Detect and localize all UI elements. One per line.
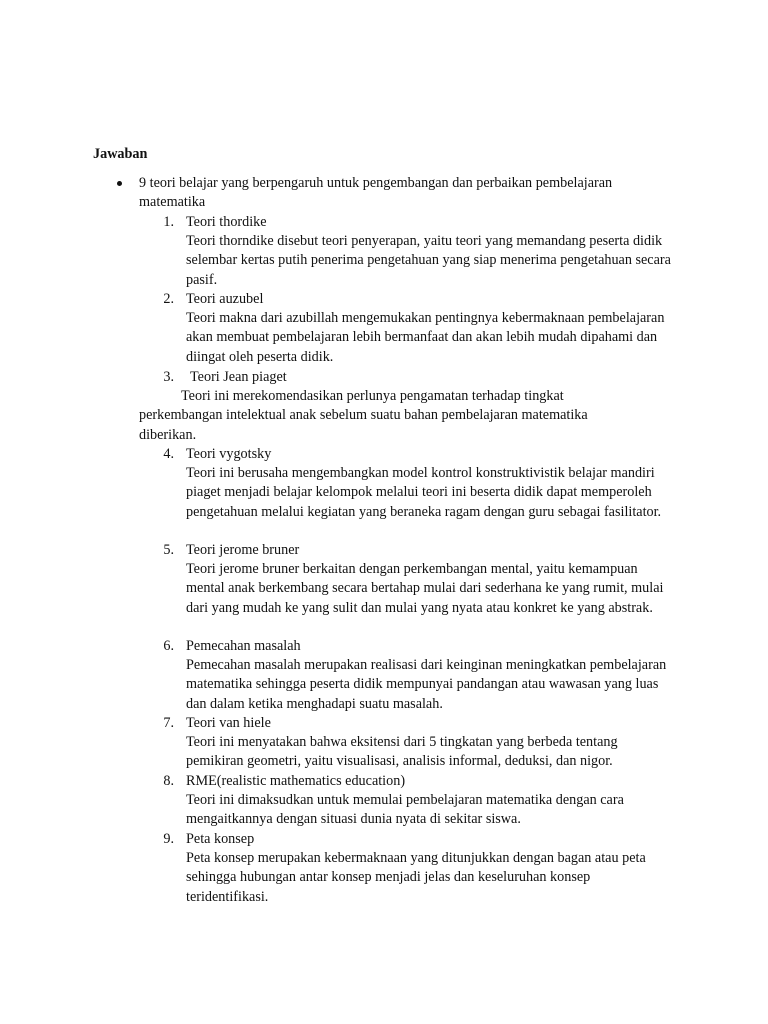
bullet-text: 9 teori belajar yang berpengaruh untuk pengembangan dan perbaikan pembelajaran matematika [139,175,613,211]
bullet-icon [117,181,122,186]
list-item-number: 9. [163,831,174,847]
list-item-number: 6. [163,638,174,654]
list-item-number: 3. [163,369,174,385]
list-item-title: Teori vygotsky [186,446,272,462]
list-item-body: Teori ini berusaha mengembangkan model kontrol konstruktivistik belajar mandiri piaget menjadi belajar kelompok melalui teori ini beserta didik dapat memperoleh pengetahuan melalui kegiatan yang beraneka ragam dengan guru sebagai fasilitator. [186,465,662,520]
list-item-title: Teori Jean piaget [190,369,287,385]
list-item-body: Pemecahan masalah merupakan realisasi dari keinginan meningkatkan pembelajaran matematika sehingga peserta didik mempunyai pandangan atau wawasan yang luas dan dalam ketika menghadapi suatu masalah. [186,657,667,712]
list-item-number: 7. [163,715,174,731]
list-item-number: 8. [163,773,174,789]
list-item-title: RME(realistic mathematics education) [186,773,406,789]
list-item-body: Peta konsep merupakan kebermaknaan yang ditunjukkan dengan bagan atau peta sehingga hubungan antar konsep menjadi jelas dan keseluruhan konsep teridentifikasi. [186,850,646,905]
list-item-title: Teori jerome bruner [186,542,300,558]
list-item-number: 5. [163,542,174,558]
list-item-number: 1. [163,214,174,230]
list-item-body: Teori ini dimaksudkan untuk memulai pembelajaran matematika dengan cara mengaitkannya dengan situasi dunia nyata di sekitar siswa. [186,792,624,828]
list-item-body: Teori jerome bruner berkaitan dengan perkembangan mental, yaitu kemampuan mental anak berkembang secara bertahap mulai dari sederhana ke yang rumit, mulai dari yang mudah ke yang sulit dan mulai yang nyata atau konkret ke yang abstrak. [186,561,664,616]
list-item-body: Teori ini merekomendasikan perlunya pengamatan terhadap tingkat perkembangan intelektual anak sebelum suatu bahan pembelajaran matematika diberikan. [139,388,588,443]
list-item-number: 4. [163,446,174,462]
list-item-body: Teori makna dari azubillah mengemukakan pentingnya kebermaknaan pembelajaran akan membuat pembelajaran lebih bermanfaat dan akan lebih mudah dipahami dan diingat oleh peserta didik. [186,310,665,365]
list-item-number: 2. [163,291,174,307]
list-item-title: Teori auzubel [186,291,264,307]
list-item-title: Peta konsep [186,831,255,847]
list-item-body: Teori ini menyatakan bahwa eksitensi dari 5 tingkatan yang berbeda tentang pemikiran geometri, yaitu visualisasi, analisis informal, deduksi, dan nigor. [186,734,618,770]
list-item-title: Pemecahan masalah [186,638,301,654]
page-heading: Jawaban [93,146,148,162]
list-item-title: Teori thordike [186,214,267,230]
list-item-title: Teori van hiele [186,715,271,731]
list-item-body: Teori thorndike disebut teori penyerapan, yaitu teori yang memandang peserta didik selembar kertas putih penerima pengetahuan yang siap menerima pengetahuan secara pasif. [186,233,671,288]
